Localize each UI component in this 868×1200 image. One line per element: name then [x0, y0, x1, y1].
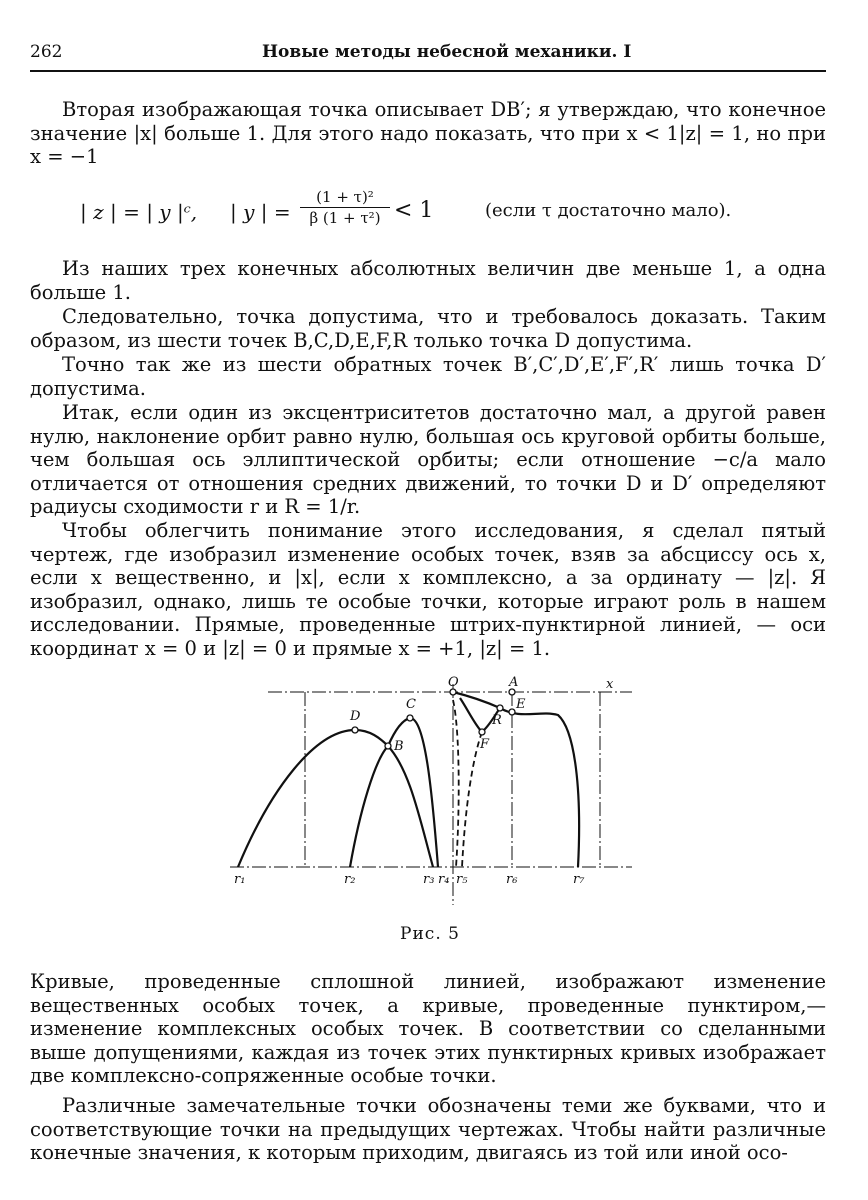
label-R: R — [492, 713, 502, 728]
label-O: O — [448, 675, 459, 690]
figure-caption: Рис. 5 — [400, 924, 460, 944]
label-B: B — [394, 739, 404, 754]
formula-denominator: β (1 + τ²) — [309, 209, 381, 227]
label-r1: r₁ — [234, 872, 246, 887]
point-F — [479, 729, 485, 735]
label-r3: r₃ — [423, 872, 435, 887]
curve-D — [238, 730, 433, 867]
point-C — [407, 715, 413, 721]
point-D — [352, 727, 358, 733]
label-D: D — [350, 709, 361, 724]
label-r2: r₂ — [344, 872, 356, 887]
running-title: Новые методы небесной механики. I — [262, 42, 632, 62]
label-r7: r₇ — [573, 872, 585, 887]
label-C: C — [406, 697, 416, 712]
point-B — [385, 743, 391, 749]
paragraph-1: Вторая изображающая точка описывает DB′; я утверждаю, что конечное значение |x| больше 1. Для этого надо показать, что при x < 1|z| = 1, но при x = −1 — [30, 98, 826, 168]
point-R — [497, 705, 503, 711]
paragraph-8: Различные замечательные точки обозначены теми же буквами, что и соответствующие точки на предыдущих чертежах. Чтобы найти различные конечные значения, к которым приходим, двигаясь из той или иной осо- — [30, 1094, 826, 1164]
paragraph-5: Итак, если один из эксцентриситетов достаточно мал, а другой равен нулю, наклонение орбит равно нулю, большая ось круговой орбиты больше, чем большая ось эллиптической орбиты; если отношение −c/a мало отличается от отношения средних движений, то точки D и D′ определяют радиусы сходимости r и R = 1/r. — [30, 401, 826, 518]
label-E: E — [516, 697, 526, 712]
label-x: x — [606, 677, 614, 692]
paragraph-2: Из наших трех конечных абсолютных величин две меньше 1, а одна больше 1. — [30, 257, 826, 304]
formula-relation: < 1 — [394, 198, 434, 223]
curve-B — [350, 746, 388, 867]
paragraph-6: Чтобы облегчить понимание этого исследования, я сделал пятый чертеж, где изобразил изменение особых точек, взяв за абсциссу ось x, если x вещественно, и |x|, если x комплексно, а за ординату — |z|. Я изобразил, однако, лишь те особые точки, которые играют роль в нашем исследовании. Прямые, проведенные штрих-пунктирной линией, — оси координат x = 0 и |z| = 0 и прямые x = +1, |z| = 1. — [30, 519, 826, 660]
formula-mid: | y | = — [230, 200, 291, 224]
point-E — [509, 709, 515, 715]
page-header — [30, 40, 826, 72]
dashed-curve-left — [453, 700, 459, 867]
label-r4: r₄ — [438, 872, 450, 887]
paragraph-4: Точно так же из шести обратных точек B′,C′,D′,E′,F′,R′ лишь точка D′ допустима. — [30, 353, 826, 400]
paragraph-7: Кривые, проведенные сплошной линией, изображают изменение вещественных особых точек, а кривые, проведенные пунктиром,— изменение комплексных особых точек. В соответствии со сделанными выше допущениями, каждая из точек этих пунктирных кривых изображает две комплексно-сопряженные особые точки. — [30, 970, 826, 1087]
label-r5: r₅ — [456, 872, 468, 887]
label-A: A — [509, 675, 519, 690]
formula-numerator: (1 + τ)² — [300, 188, 390, 208]
paragraph-3: Следовательно, точка допустима, что и требовалось доказать. Таким образом, из шести точек B,C,D,E,F,R только точка D допустима. — [30, 305, 826, 352]
page-number: 262 — [30, 42, 63, 62]
formula-condition: (если τ достаточно мало). — [485, 200, 732, 221]
label-r6: r₆ — [506, 872, 518, 887]
formula-fraction — [300, 188, 390, 227]
formula-lhs: | z | = | y |ᶜ, — [80, 200, 198, 224]
figure-5 — [220, 670, 640, 910]
formula — [30, 188, 826, 238]
dashed-curve-F — [462, 732, 482, 867]
label-F: F — [480, 737, 490, 752]
